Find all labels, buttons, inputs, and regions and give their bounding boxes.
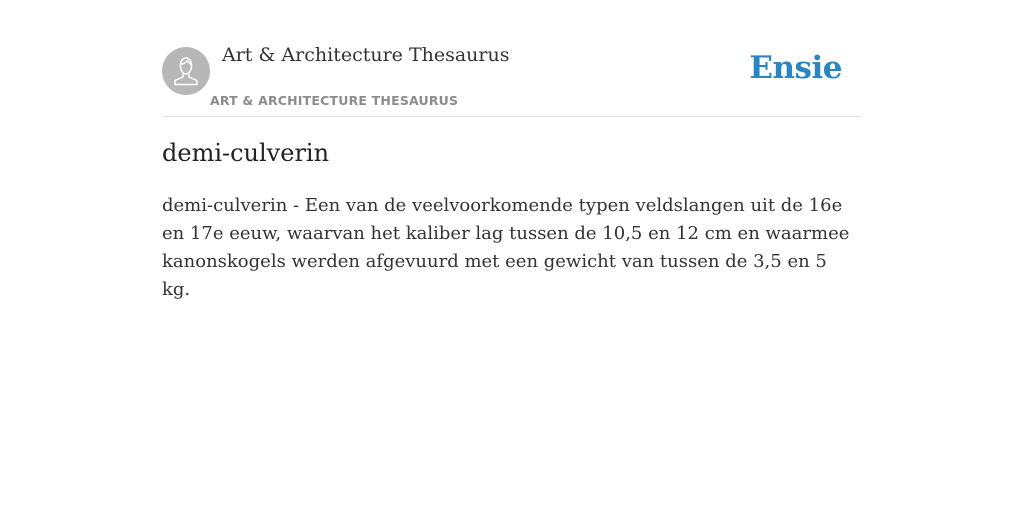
avatar[interactable] bbox=[162, 47, 210, 95]
page-title: demi-culverin bbox=[162, 139, 330, 167]
source-label[interactable]: ART & ARCHITECTURE THESAURUS bbox=[210, 93, 459, 108]
author-name[interactable]: Art & Architecture Thesaurus bbox=[222, 44, 510, 66]
brand-logo[interactable]: Ensie bbox=[749, 50, 842, 86]
user-icon bbox=[162, 47, 210, 95]
definition-text: demi-culverin - Een van de veelvoorkomende typen veldslangen uit de 16e en 17e eeuw, waarvan het kaliber lag tussen de 10,5 en 12 cm en waarmee kanonskogels werden afgevuurd met een gewicht van tussen de 3,5 en 5 kg. bbox=[162, 195, 850, 300]
header bbox=[162, 0, 862, 117]
